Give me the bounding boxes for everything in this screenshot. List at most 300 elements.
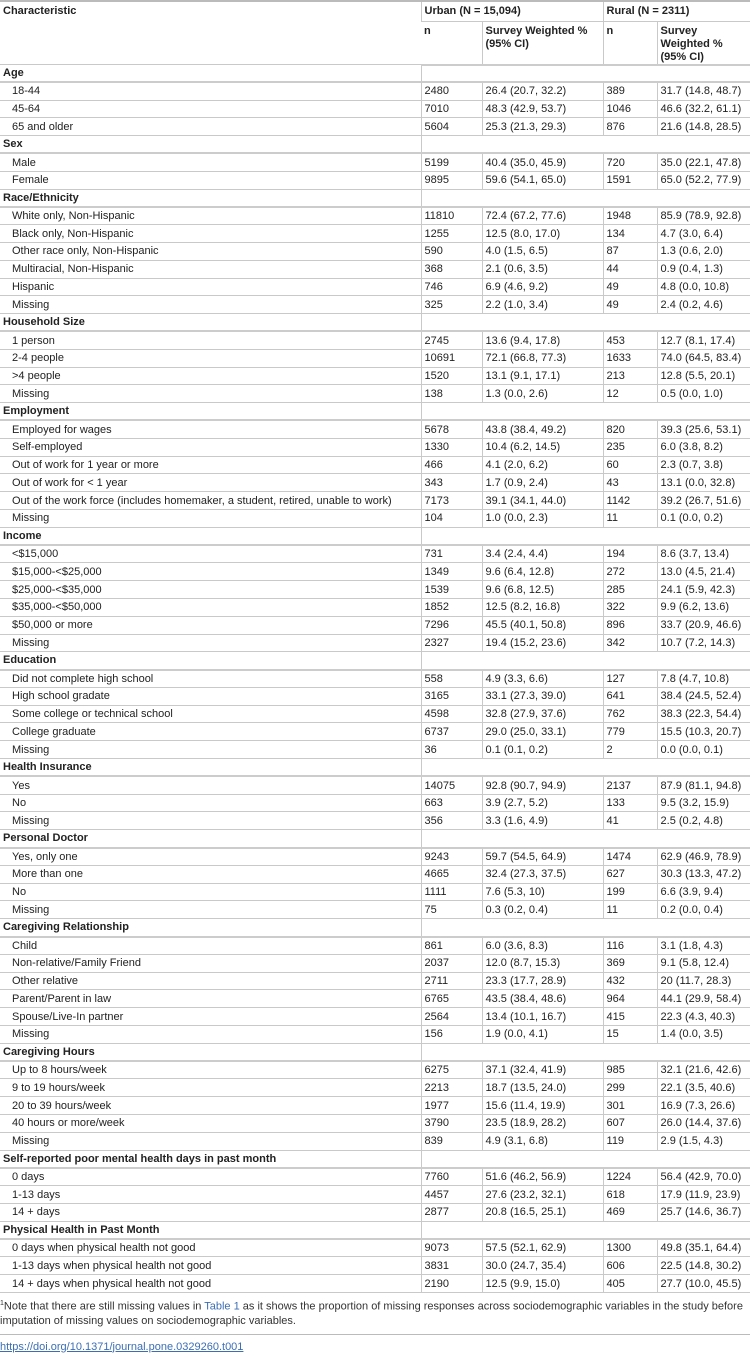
- urban-pct: 7.6 (5.3, 10): [482, 883, 603, 901]
- row-label: Yes, only one: [0, 848, 421, 866]
- group-header-row: [0, 65, 750, 83]
- rural-pct: 0.5 (0.0, 1.0): [657, 385, 750, 403]
- row-label: Parent/Parent in law: [0, 990, 421, 1008]
- row-label: Missing: [0, 1026, 421, 1044]
- rural-pct: 44.1 (29.9, 58.4): [657, 990, 750, 1008]
- rural-pct: 0.0 (0.0, 0.1): [657, 741, 750, 759]
- rural-n: 285: [603, 581, 657, 599]
- rural-n: 432: [603, 972, 657, 990]
- urban-pct: 23.5 (18.9, 28.2): [482, 1115, 603, 1133]
- urban-pct: 27.6 (23.2, 32.1): [482, 1186, 603, 1204]
- group-empty-cell: [421, 314, 750, 332]
- rural-pct: 85.9 (78.9, 92.8): [657, 207, 750, 225]
- row-label: Out of the work force (includes homemaker, a student, retired, unable to work): [0, 492, 421, 510]
- header-urban: Urban (N = 15,094): [421, 1, 603, 21]
- group-empty-cell: [421, 189, 750, 207]
- table-row: [0, 100, 750, 118]
- footnote-marker: 1: [0, 1299, 4, 1307]
- table-row: [0, 794, 750, 812]
- urban-pct: 72.4 (67.2, 77.6): [482, 207, 603, 225]
- row-label: 9 to 19 hours/week: [0, 1079, 421, 1097]
- rural-pct: 15.5 (10.3, 20.7): [657, 723, 750, 741]
- rural-pct: 33.7 (20.9, 46.6): [657, 616, 750, 634]
- row-label: Missing: [0, 296, 421, 314]
- row-label: 0 days when physical health not good: [0, 1239, 421, 1257]
- table-row: [0, 331, 750, 349]
- row-label: 2-4 people: [0, 349, 421, 367]
- rural-n: 199: [603, 883, 657, 901]
- rural-n: 49: [603, 296, 657, 314]
- urban-n: 3831: [421, 1257, 482, 1275]
- urban-pct: 1.9 (0.0, 4.1): [482, 1026, 603, 1044]
- urban-n: 2213: [421, 1079, 482, 1097]
- group-title: Race/Ethnicity: [0, 189, 421, 207]
- row-label: 65 and older: [0, 118, 421, 136]
- urban-n: 1330: [421, 438, 482, 456]
- rural-pct: 1.3 (0.6, 2.0): [657, 242, 750, 260]
- table-row: [0, 545, 750, 563]
- urban-n: 1977: [421, 1097, 482, 1115]
- urban-pct: 3.3 (1.6, 4.9): [482, 812, 603, 830]
- row-label: Missing: [0, 812, 421, 830]
- rural-pct: 2.5 (0.2, 4.8): [657, 812, 750, 830]
- rural-n: 301: [603, 1097, 657, 1115]
- urban-n: 9895: [421, 171, 482, 189]
- row-label: No: [0, 794, 421, 812]
- rural-pct: 1.4 (0.0, 3.5): [657, 1026, 750, 1044]
- urban-pct: 19.4 (15.2, 23.6): [482, 634, 603, 652]
- rural-n: 2137: [603, 776, 657, 794]
- urban-n: 75: [421, 901, 482, 919]
- header-rural: Rural (N = 2311): [603, 1, 750, 21]
- rural-pct: 7.8 (4.7, 10.8): [657, 670, 750, 688]
- row-label: Spouse/Live-In partner: [0, 1008, 421, 1026]
- rural-n: 469: [603, 1204, 657, 1222]
- urban-n: 6275: [421, 1061, 482, 1079]
- table-row: [0, 260, 750, 278]
- rural-pct: 2.4 (0.2, 4.6): [657, 296, 750, 314]
- urban-n: 3165: [421, 687, 482, 705]
- urban-pct: 33.1 (27.3, 39.0): [482, 687, 603, 705]
- urban-pct: 12.5 (8.2, 16.8): [482, 598, 603, 616]
- row-label: Other relative: [0, 972, 421, 990]
- urban-pct: 9.6 (6.4, 12.8): [482, 563, 603, 581]
- rural-pct: 49.8 (35.1, 64.4): [657, 1239, 750, 1257]
- urban-n: 2480: [421, 82, 482, 100]
- group-title: Education: [0, 652, 421, 670]
- urban-pct: 32.8 (27.9, 37.6): [482, 705, 603, 723]
- row-label: High school gradate: [0, 687, 421, 705]
- rural-pct: 38.4 (24.5, 52.4): [657, 687, 750, 705]
- row-label: Hispanic: [0, 278, 421, 296]
- urban-pct: 15.6 (11.4, 19.9): [482, 1097, 603, 1115]
- doi-line: [0, 1335, 750, 1353]
- rural-pct: 10.7 (7.2, 14.3): [657, 634, 750, 652]
- table-row: [0, 296, 750, 314]
- table-row: [0, 385, 750, 403]
- rural-pct: 2.3 (0.7, 3.8): [657, 456, 750, 474]
- row-label: Missing: [0, 634, 421, 652]
- rural-n: 627: [603, 865, 657, 883]
- group-title: Self-reported poor mental health days in past month: [0, 1150, 421, 1168]
- urban-n: 156: [421, 1026, 482, 1044]
- table-row: [0, 207, 750, 225]
- rural-pct: 56.4 (42.9, 70.0): [657, 1168, 750, 1186]
- urban-n: 6737: [421, 723, 482, 741]
- row-label: White only, Non-Hispanic: [0, 207, 421, 225]
- urban-pct: 20.8 (16.5, 25.1): [482, 1204, 603, 1222]
- header-urban-pct: Survey Weighted % (95% CI): [482, 21, 603, 65]
- urban-pct: 59.7 (54.5, 64.9): [482, 848, 603, 866]
- urban-pct: 4.1 (2.0, 6.2): [482, 456, 603, 474]
- group-title: Household Size: [0, 314, 421, 332]
- table-row: [0, 1257, 750, 1275]
- group-empty-cell: [421, 652, 750, 670]
- rural-n: 87: [603, 242, 657, 260]
- row-label: $50,000 or more: [0, 616, 421, 634]
- row-label: 18-44: [0, 82, 421, 100]
- group-title: Employment: [0, 403, 421, 421]
- urban-pct: 13.4 (10.1, 16.7): [482, 1008, 603, 1026]
- row-label: Out of work for < 1 year: [0, 474, 421, 492]
- urban-n: 138: [421, 385, 482, 403]
- group-title: Personal Doctor: [0, 830, 421, 848]
- rural-n: 1633: [603, 349, 657, 367]
- urban-n: 7010: [421, 100, 482, 118]
- urban-n: 2745: [421, 331, 482, 349]
- rural-pct: 2.9 (1.5, 4.3): [657, 1132, 750, 1150]
- group-header-row: [0, 759, 750, 777]
- urban-n: 9243: [421, 848, 482, 866]
- table-row: [0, 349, 750, 367]
- table-body: [0, 65, 750, 1293]
- group-title: Physical Health in Past Month: [0, 1221, 421, 1239]
- rural-n: 607: [603, 1115, 657, 1133]
- row-label: More than one: [0, 865, 421, 883]
- table-row: [0, 687, 750, 705]
- urban-n: 1852: [421, 598, 482, 616]
- rural-n: 213: [603, 367, 657, 385]
- rural-pct: 31.7 (14.8, 48.7): [657, 82, 750, 100]
- rural-n: 49: [603, 278, 657, 296]
- urban-pct: 2.1 (0.6, 3.5): [482, 260, 603, 278]
- rural-pct: 62.9 (46.9, 78.9): [657, 848, 750, 866]
- rural-n: 876: [603, 118, 657, 136]
- urban-n: 861: [421, 937, 482, 955]
- urban-pct: 40.4 (35.0, 45.9): [482, 153, 603, 171]
- row-label: No: [0, 883, 421, 901]
- table-row: [0, 883, 750, 901]
- row-label: $35,000-<$50,000: [0, 598, 421, 616]
- urban-pct: 43.8 (38.4, 49.2): [482, 420, 603, 438]
- table-row: [0, 1204, 750, 1222]
- row-label: Did not complete high school: [0, 670, 421, 688]
- row-label: Some college or technical school: [0, 705, 421, 723]
- group-empty-cell: [421, 1150, 750, 1168]
- rural-n: 1046: [603, 100, 657, 118]
- urban-n: 3790: [421, 1115, 482, 1133]
- urban-n: 590: [421, 242, 482, 260]
- rural-n: 762: [603, 705, 657, 723]
- urban-n: 7296: [421, 616, 482, 634]
- urban-n: 663: [421, 794, 482, 812]
- row-label: Other race only, Non-Hispanic: [0, 242, 421, 260]
- rural-pct: 22.3 (4.3, 40.3): [657, 1008, 750, 1026]
- row-label: $25,000-<$35,000: [0, 581, 421, 599]
- urban-n: 466: [421, 456, 482, 474]
- urban-n: 1539: [421, 581, 482, 599]
- rural-n: 896: [603, 616, 657, 634]
- table-row: [0, 705, 750, 723]
- row-label: Missing: [0, 509, 421, 527]
- rural-pct: 26.0 (14.4, 37.6): [657, 1115, 750, 1133]
- urban-n: 2037: [421, 954, 482, 972]
- rural-n: 235: [603, 438, 657, 456]
- rural-pct: 6.0 (3.8, 8.2): [657, 438, 750, 456]
- table-row: [0, 1132, 750, 1150]
- rural-pct: 27.7 (10.0, 45.5): [657, 1275, 750, 1293]
- group-header-row: [0, 527, 750, 545]
- urban-pct: 12.0 (8.7, 15.3): [482, 954, 603, 972]
- table-row: [0, 990, 750, 1008]
- group-title: Sex: [0, 136, 421, 154]
- rural-n: 606: [603, 1257, 657, 1275]
- rural-n: 964: [603, 990, 657, 1008]
- rural-n: 134: [603, 225, 657, 243]
- table-row: [0, 278, 750, 296]
- urban-n: 4457: [421, 1186, 482, 1204]
- group-header-row: [0, 830, 750, 848]
- urban-n: 11810: [421, 207, 482, 225]
- rural-n: 322: [603, 598, 657, 616]
- table-row: [0, 1026, 750, 1044]
- urban-pct: 1.0 (0.0, 2.3): [482, 509, 603, 527]
- row-label: 40 hours or more/week: [0, 1115, 421, 1133]
- table-row: [0, 456, 750, 474]
- group-header-row: [0, 1043, 750, 1061]
- urban-pct: 59.6 (54.1, 65.0): [482, 171, 603, 189]
- rural-pct: 38.3 (22.3, 54.4): [657, 705, 750, 723]
- urban-n: 2190: [421, 1275, 482, 1293]
- group-empty-cell: [421, 759, 750, 777]
- row-label: 1 person: [0, 331, 421, 349]
- urban-pct: 45.5 (40.1, 50.8): [482, 616, 603, 634]
- rural-pct: 39.2 (26.7, 51.6): [657, 492, 750, 510]
- rural-n: 2: [603, 741, 657, 759]
- group-header-row: [0, 1221, 750, 1239]
- row-label: $15,000-<$25,000: [0, 563, 421, 581]
- urban-n: 558: [421, 670, 482, 688]
- urban-pct: 4.9 (3.3, 6.6): [482, 670, 603, 688]
- urban-n: 2877: [421, 1204, 482, 1222]
- urban-n: 2711: [421, 972, 482, 990]
- table-row: [0, 1097, 750, 1115]
- table-row: [0, 598, 750, 616]
- rural-n: 342: [603, 634, 657, 652]
- table-row: [0, 634, 750, 652]
- urban-pct: 3.4 (2.4, 4.4): [482, 545, 603, 563]
- row-label: <$15,000: [0, 545, 421, 563]
- group-header-row: [0, 189, 750, 207]
- urban-n: 368: [421, 260, 482, 278]
- row-label: College graduate: [0, 723, 421, 741]
- table-row: [0, 242, 750, 260]
- rural-n: 1224: [603, 1168, 657, 1186]
- rural-n: 369: [603, 954, 657, 972]
- table-row: [0, 1239, 750, 1257]
- table-row: [0, 1008, 750, 1026]
- table-row: [0, 1061, 750, 1079]
- row-label: Missing: [0, 741, 421, 759]
- rural-n: 41: [603, 812, 657, 830]
- urban-n: 6765: [421, 990, 482, 1008]
- group-header-row: [0, 403, 750, 421]
- urban-n: 9073: [421, 1239, 482, 1257]
- table-row: [0, 367, 750, 385]
- urban-pct: 13.6 (9.4, 17.8): [482, 331, 603, 349]
- rural-pct: 13.1 (0.0, 32.8): [657, 474, 750, 492]
- row-label: >4 people: [0, 367, 421, 385]
- urban-n: 14075: [421, 776, 482, 794]
- urban-pct: 0.3 (0.2, 0.4): [482, 901, 603, 919]
- group-empty-cell: [421, 403, 750, 421]
- table-row: [0, 741, 750, 759]
- rural-pct: 30.3 (13.3, 47.2): [657, 865, 750, 883]
- rural-n: 194: [603, 545, 657, 563]
- rural-n: 985: [603, 1061, 657, 1079]
- urban-pct: 72.1 (66.8, 77.3): [482, 349, 603, 367]
- row-label: Up to 8 hours/week: [0, 1061, 421, 1079]
- urban-pct: 57.5 (52.1, 62.9): [482, 1239, 603, 1257]
- rural-pct: 0.2 (0.0, 0.4): [657, 901, 750, 919]
- urban-n: 5678: [421, 420, 482, 438]
- table-row: [0, 954, 750, 972]
- rural-pct: 12.8 (5.5, 20.1): [657, 367, 750, 385]
- group-empty-cell: [421, 65, 750, 83]
- rural-pct: 46.6 (32.2, 61.1): [657, 100, 750, 118]
- table-row: [0, 1275, 750, 1293]
- rural-pct: 9.9 (6.2, 13.6): [657, 598, 750, 616]
- table-row: [0, 438, 750, 456]
- group-header-row: [0, 919, 750, 937]
- rural-n: 15: [603, 1026, 657, 1044]
- rural-n: 11: [603, 901, 657, 919]
- urban-pct: 1.3 (0.0, 2.6): [482, 385, 603, 403]
- rural-pct: 32.1 (21.6, 42.6): [657, 1061, 750, 1079]
- urban-pct: 25.3 (21.3, 29.3): [482, 118, 603, 136]
- rural-n: 1474: [603, 848, 657, 866]
- table-row: [0, 1186, 750, 1204]
- rural-pct: 17.9 (11.9, 23.9): [657, 1186, 750, 1204]
- row-label: 0 days: [0, 1168, 421, 1186]
- group-empty-cell: [421, 136, 750, 154]
- urban-pct: 39.1 (34.1, 44.0): [482, 492, 603, 510]
- rural-n: 119: [603, 1132, 657, 1150]
- rural-pct: 39.3 (25.6, 53.1): [657, 420, 750, 438]
- urban-pct: 51.6 (46.2, 56.9): [482, 1168, 603, 1186]
- table-row: [0, 670, 750, 688]
- table-footnote: [0, 1293, 750, 1335]
- rural-n: 1300: [603, 1239, 657, 1257]
- rural-pct: 35.0 (22.1, 47.8): [657, 153, 750, 171]
- urban-n: 5604: [421, 118, 482, 136]
- row-label: 20 to 39 hours/week: [0, 1097, 421, 1115]
- header-urban-n: n: [421, 21, 482, 65]
- table-row: [0, 492, 750, 510]
- urban-n: 1255: [421, 225, 482, 243]
- rural-pct: 74.0 (64.5, 83.4): [657, 349, 750, 367]
- table-row: [0, 225, 750, 243]
- urban-pct: 2.2 (1.0, 3.4): [482, 296, 603, 314]
- rural-pct: 9.5 (3.2, 15.9): [657, 794, 750, 812]
- urban-pct: 29.0 (25.0, 33.1): [482, 723, 603, 741]
- rural-n: 453: [603, 331, 657, 349]
- urban-n: 746: [421, 278, 482, 296]
- rural-pct: 16.9 (7.3, 26.6): [657, 1097, 750, 1115]
- rural-n: 12: [603, 385, 657, 403]
- header-rural-n: n: [603, 21, 657, 65]
- row-label: Female: [0, 171, 421, 189]
- urban-n: 356: [421, 812, 482, 830]
- table-row: [0, 972, 750, 990]
- urban-pct: 23.3 (17.7, 28.9): [482, 972, 603, 990]
- urban-pct: 9.6 (6.8, 12.5): [482, 581, 603, 599]
- rural-pct: 65.0 (52.2, 77.9): [657, 171, 750, 189]
- rural-pct: 12.7 (8.1, 17.4): [657, 331, 750, 349]
- row-label: 1-13 days: [0, 1186, 421, 1204]
- footnote-text-after: as it shows the proportion of missing responses across sociodemographic variables in the study before imputation of missing values on sociodemographic variables.: [0, 1300, 743, 1327]
- row-label: Multiracial, Non-Hispanic: [0, 260, 421, 278]
- table-row: [0, 118, 750, 136]
- doi-link[interactable]: https://doi.org/10.1371/journal.pone.0329260.t001: [0, 1340, 244, 1353]
- urban-n: 7173: [421, 492, 482, 510]
- group-header-row: [0, 1150, 750, 1168]
- urban-n: 731: [421, 545, 482, 563]
- rural-n: 641: [603, 687, 657, 705]
- row-label: Non-relative/Family Friend: [0, 954, 421, 972]
- rural-n: 389: [603, 82, 657, 100]
- row-label: Male: [0, 153, 421, 171]
- urban-n: 343: [421, 474, 482, 492]
- table-row: [0, 812, 750, 830]
- rural-pct: 4.7 (3.0, 6.4): [657, 225, 750, 243]
- rural-pct: 22.5 (14.8, 30.2): [657, 1257, 750, 1275]
- urban-pct: 4.0 (1.5, 6.5): [482, 242, 603, 260]
- rural-pct: 20 (11.7, 28.3): [657, 972, 750, 990]
- rural-n: 405: [603, 1275, 657, 1293]
- rural-pct: 87.9 (81.1, 94.8): [657, 776, 750, 794]
- group-empty-cell: [421, 919, 750, 937]
- urban-pct: 12.5 (9.9, 15.0): [482, 1275, 603, 1293]
- rural-n: 1591: [603, 171, 657, 189]
- rural-n: 127: [603, 670, 657, 688]
- table-row: [0, 1079, 750, 1097]
- rural-pct: 21.6 (14.8, 28.5): [657, 118, 750, 136]
- rural-pct: 6.6 (3.9, 9.4): [657, 883, 750, 901]
- row-label: Yes: [0, 776, 421, 794]
- group-title: Caregiving Relationship: [0, 919, 421, 937]
- table-1-link[interactable]: Table 1: [204, 1300, 240, 1313]
- urban-n: 10691: [421, 349, 482, 367]
- row-label: Child: [0, 937, 421, 955]
- rural-pct: 0.1 (0.0, 0.2): [657, 509, 750, 527]
- header-rural-pct: Survey Weighted % (95% CI): [657, 21, 750, 65]
- urban-pct: 3.9 (2.7, 5.2): [482, 794, 603, 812]
- group-header-row: [0, 652, 750, 670]
- row-label: 1-13 days when physical health not good: [0, 1257, 421, 1275]
- urban-n: 1111: [421, 883, 482, 901]
- table-row: [0, 581, 750, 599]
